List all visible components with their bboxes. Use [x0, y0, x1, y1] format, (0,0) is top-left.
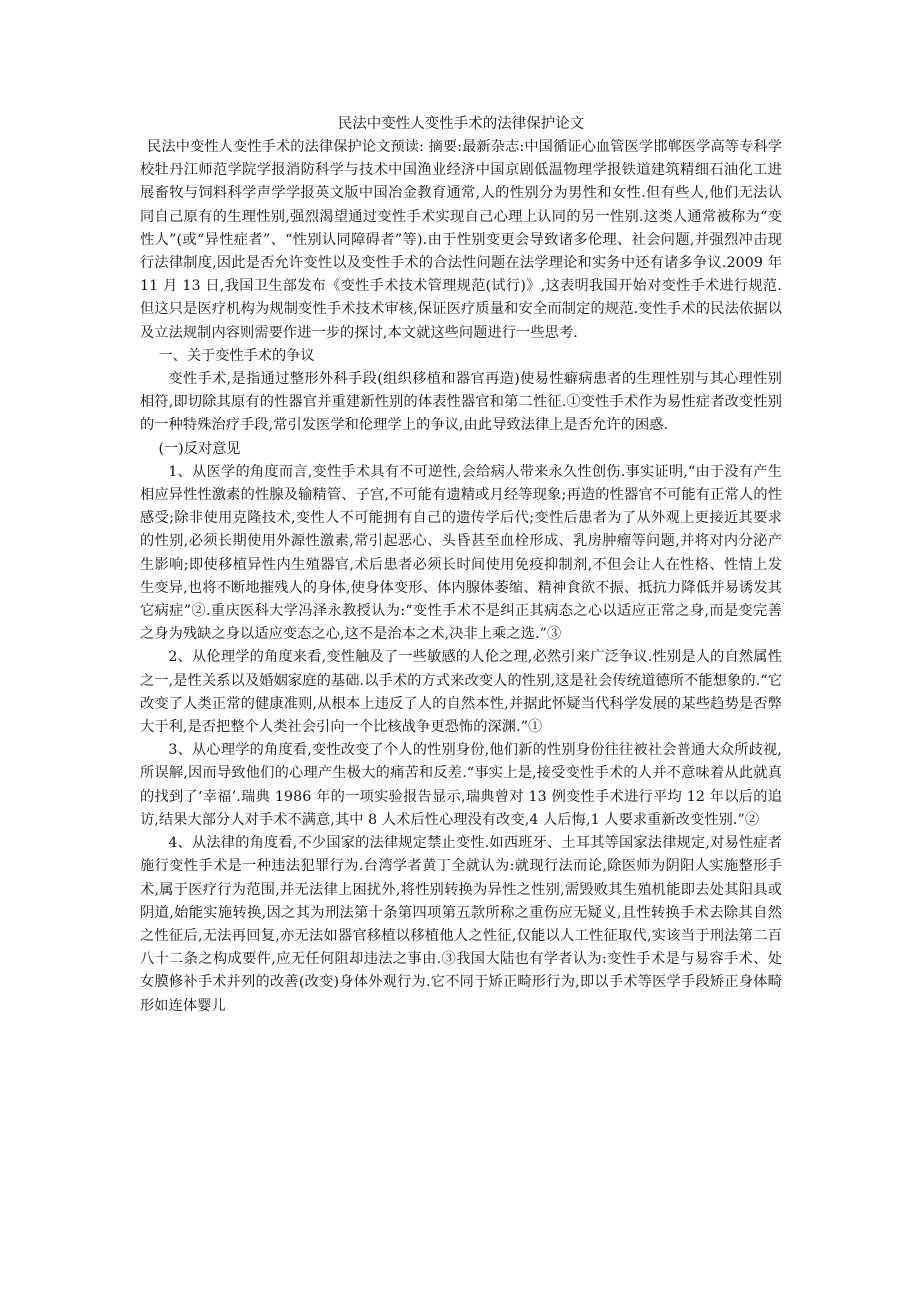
document-title: 民法中变性人变性手术的法律保护论文 [337, 116, 585, 132]
point-legal: 4、从法律的角度看,不少国家的法律规定禁止变性.如西班牙、土耳其等国家法律规定,对易性症者施行变性手术是一种违法犯罪行为.台湾学者黄丁全就认为:就现行法而论,除医师为阴阳人实施整形手术,属于医疗行为范围,并无法律上困扰外,将性别转换为异性之性别,需毁败其生殖机能即去处其阳具或阴道,始能实施转换,因之其为刑法第十条第四项第五款所称之重伤应无疑义,且性转换手术去除其自然之性征后,无法再回复,亦无法如器官移植以移植他人之性征,仅能以人工性征取代,实该当于刑法第二百八十二条之构成要件,应无任何阻却违法之事由.③我国大陆也有学者认为:变性手术是与易容手术、处女膜修补手术并列的改善(改变)身体外观行为.它不同于矫正畸形行为,即以手术等医学手段矫正身体畸形如连体婴儿 [140, 835, 782, 1014]
subsection-heading-opposition: (一)反对意见 [158, 440, 241, 457]
point-medical: 1、从医学的角度而言,变性手术具有不可逆性,会给病人带来永久性创伤.事实证明,“由于没有产生相应异性性激素的性腺及输精管、子宫,不可能有遗精或月经等现象;再造的性器官不可能有正常人的性感受;除非使用克隆技术,变性人不可能拥有自己的遗传学后代;变性后患者为了从外观上更接近其要求的性别,必须长期使用外源性激素,常引起恶心、头昏甚至血栓形成、乳房肿瘤等问题,并将对内分泌产生影响;即使移植异性内生殖器官,术后患者必须长时间使用免疫抑制剂,不但会让人在性格、性情上发生变异,也将不断地摧残人的身体,使身体变形、体内腺体萎缩、精神食欲不振、抵抗力降低并易诱发其它病症”②.重庆医科大学冯泽永教授认为:“变性手术不是纠正其病态之心以适应正常之身,而是变完善之身为残缺之身以适应变态之心,这不是治本之术,决非上乘之选.”③ [140, 463, 782, 643]
point-psychological: 3、从心理学的角度看,变性改变了个人的性别身份,他们新的性别身份往往被社会普通大众所歧视,所误解,因而导致他们的心理产生极大的痛苦和反差.“事实上是,接受变性手术的人并不意味着从此就真的找到了‘幸福’.瑞典 1986 年的一项实验报告显示,瑞典曾对 13 例变性手术进行平均 12 年以后的追访,结果大部分人对手术不满意,其中 8 人术后性心理没有改变,4 人后悔,1 人要求重新改变性别.”② [140, 742, 782, 828]
document-page [140, 112, 782, 1018]
intro-paragraph: 民法中变性人变性手术的法律保护论文预读: 摘要:最新杂志:中国循证心血管医学邯郸医学高等专科学校牡丹江师范学院学报消防科学与技术中国渔业经济中国京剧低温物理学报铁道建筑精细石油化工进展畜牧与饲料科学声学学报英文版中国冶金教育通常,人的性别分为男性和女性.但有些人,他们无法认同自己原有的生理性别,强烈渴望通过变性手术实现自己心理上认同的另一性别.这类人通常被称为“变性人”(或“异性症者”、“性别认同障碍者”等).由于性别变更会导致诸多伦理、社会问题,并强烈冲击现行法律制度,因此是否允许变性以及变性手术的合法性问题在法学理论和实务中还有诸多争议.2009 年 11 月 13 日,我国卫生部发布《变性手术技术管理规范(试行)》,这表明我国开始对变性手术进行规范.但这只是医疗机构为规制变性手术技术审核,保证医疗质量和安全而制定的规范.变性手术的民法依据以及立法规制内容则需要作进一步的探讨,本文就这些问题进行一些思考. [140, 139, 782, 341]
section-heading-controversy: 一、关于变性手术的争议 [158, 347, 315, 364]
point-ethical: 2、从伦理学的角度来看,变性触及了一些敏感的人伦之理,必然引来广泛争议.性别是人的自然属性之一,是性关系以及婚姻家庭的基础.以手术的方式来改变人的性别,这是社会传统道德所不能想象的.“它改变了人类正常的健康准则,从根本上违反了人的自然本性,并据此怀疑当代科学发展的某些趋势是否弊大于利,是否把整个人类社会引向一个比核战争更恐怖的深渊.”① [140, 649, 782, 736]
section-paragraph-definition: 变性手术,是指通过整形外科手段(组织移植和器官再造)使易性癖病患者的生理性别与其心理性别相符,即切除其原有的性器官并重建新性别的体表性器官和第二性征.①变性手术作为易性症者改变性别的一种特殊治疗手段,常引发医学和伦理学上的争议,由此导致法律上是否允许的困惑. [140, 371, 782, 434]
